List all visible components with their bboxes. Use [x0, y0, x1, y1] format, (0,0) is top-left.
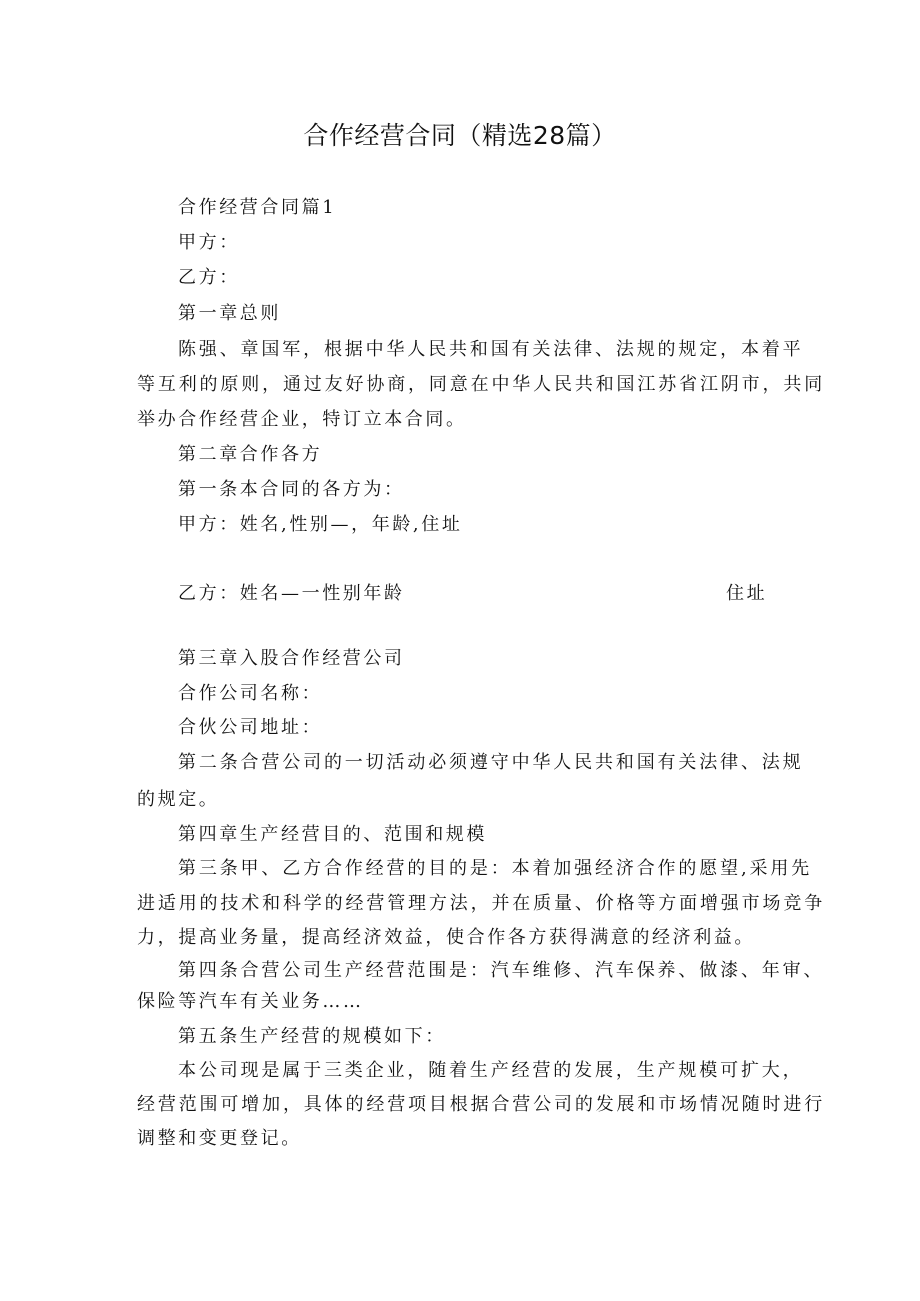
- party-b-line: 乙方：: [178, 267, 240, 288]
- paragraph-line: 第四条合营公司生产经营范围是：汽车维修、汽车保养、做漆、年审、: [178, 960, 825, 981]
- paragraph-line: 力，提高业务量，提高经济效益，使合作各方获得满意的经济利益。: [137, 927, 755, 948]
- paragraph-line: 举办合作经营企业，特订立本合同。: [137, 409, 467, 430]
- article-line: 第五条生产经营的规模如下：: [178, 1026, 446, 1047]
- paragraph-line: 进适用的技术和科学的经营管理方法，并在质量、价格等方面增强市场竞争: [137, 893, 826, 914]
- company-name-line: 合作公司名称：: [178, 683, 323, 704]
- article-line: 第一条本合同的各方为：: [178, 479, 405, 500]
- paragraph-line: 的规定。: [137, 789, 220, 810]
- company-address-line: 合伙公司地址：: [178, 717, 323, 738]
- paragraph-line: 第三条甲、乙方合作经营的目的是：本着加强经济合作的愿望,采用先: [178, 858, 813, 879]
- section-heading: 合作经营合同篇1: [178, 197, 337, 218]
- paragraph-line: 本公司现是属于三类企业，随着生产经营的发展，生产规模可扩大，: [178, 1060, 804, 1081]
- party-a-details: 甲方：姓名,性别—，年龄,住址: [178, 514, 463, 535]
- party-a-line: 甲方：: [178, 232, 240, 253]
- chapter-heading: 第二章合作各方: [178, 444, 323, 465]
- party-b-details: 乙方：姓名—一性别年龄: [178, 583, 405, 604]
- paragraph-line: 等互利的原则，通过友好协商，同意在中华人民共和国江苏省江阴市，共同: [137, 374, 826, 395]
- party-b-address-label: 住址: [726, 583, 768, 604]
- chapter-heading: 第四章生产经营目的、范围和规模: [178, 824, 487, 845]
- chapter-heading: 第一章总则: [178, 303, 281, 324]
- paragraph-line: 经营范围可增加，具体的经营项目根据合营公司的发展和市场情况随时进行: [137, 1094, 826, 1115]
- paragraph-line: 保险等汽车有关业务……: [137, 991, 364, 1012]
- chapter-heading: 第三章入股合作经营公司: [178, 648, 405, 669]
- paragraph-line: 陈强、章国军，根据中华人民共和国有关法律、法规的规定，本着平: [178, 339, 804, 360]
- paragraph-line: 调整和变更登记。: [137, 1128, 302, 1149]
- paragraph-line: 第二条合营公司的一切活动必须遵守中华人民共和国有关法律、法规: [178, 752, 804, 773]
- document-title: 合作经营合同（精选28篇）: [303, 121, 617, 150]
